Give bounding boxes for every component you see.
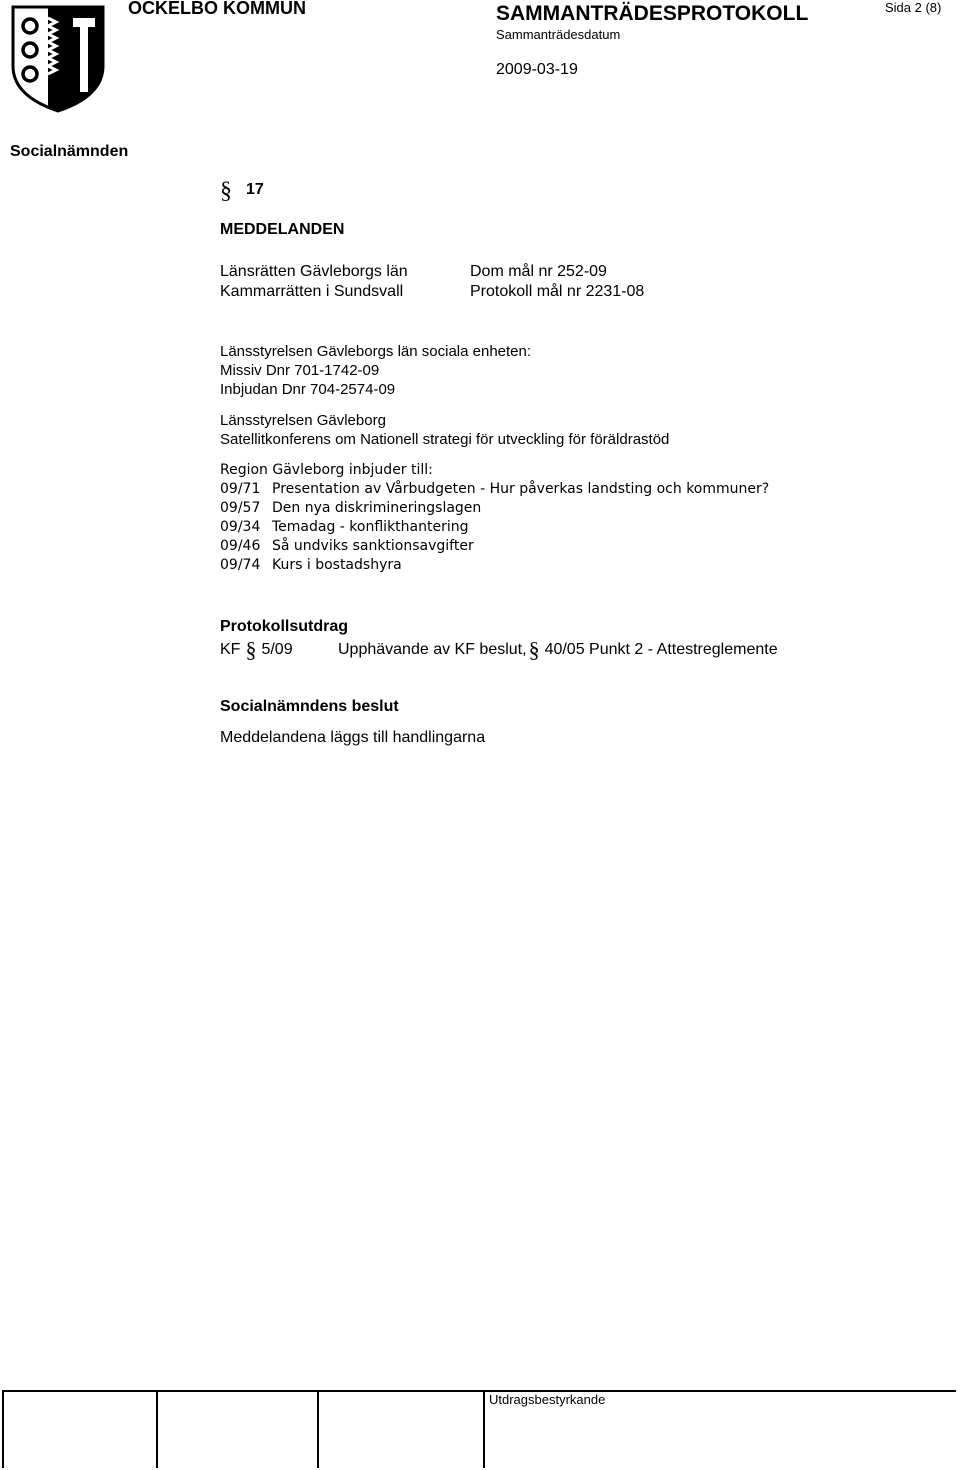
lansstyrelsen-line: Inbjudan Dnr 704-2574-09	[220, 381, 396, 398]
court-sender: Kammarrätten i Sundsvall	[220, 283, 404, 300]
court-sender: Länsrätten Gävleborgs län	[220, 263, 408, 280]
protokollsutdrag-text: Upphävande av KF beslut,§ 40/05 Punkt 2 - Attestreglemente	[338, 637, 778, 662]
meeting-date: 2009-03-19	[496, 61, 578, 78]
list-item	[220, 500, 481, 516]
list-item	[220, 519, 469, 535]
section-number-value: 17	[246, 181, 264, 198]
paragraph-sign: §	[528, 637, 540, 662]
committee-name: Socialnämnden	[10, 143, 129, 160]
item-code: 09/46	[220, 538, 261, 554]
protokollsutdrag-code	[220, 637, 293, 663]
section-title: MEDDELANDEN	[220, 221, 345, 238]
court-reference: Protokoll mål nr 2231-08	[470, 283, 645, 300]
item-code: 09/34	[220, 519, 261, 535]
municipality-name: OCKELBO KOMMUN	[128, 0, 306, 18]
footer-label: Utdragsbestyrkande	[489, 1392, 606, 1407]
kf-label: KF	[220, 641, 241, 658]
municipality-coat-of-arms	[10, 4, 106, 114]
list-item	[220, 481, 769, 497]
section-number	[220, 178, 264, 205]
item-text: Så undviks sanktionsavgifter	[272, 538, 474, 554]
region-title: Region Gävleborg inbjuder till:	[220, 462, 433, 478]
signature-table	[2, 1390, 956, 1468]
lansstyrelsen-line: Satellitkonferens om Nationell strategi för utveckling för föräldrastöd	[220, 431, 670, 448]
paragraph-sign: §	[245, 637, 257, 662]
list-item	[220, 557, 402, 573]
item-text: Temadag - konflikthantering	[272, 519, 469, 535]
decision-text: Meddelandena läggs till handlingarna	[220, 729, 486, 746]
item-text: Presentation av Vårbudgeten - Hur påverkas landsting och kommuner?	[272, 481, 770, 497]
item-text: Kurs i bostadshyra	[272, 557, 402, 573]
meeting-date-label: Sammanträdesdatum	[496, 27, 621, 42]
lansstyrelsen-title: Länsstyrelsen Gävleborgs län sociala enheten:	[220, 343, 532, 360]
list-item	[220, 538, 474, 554]
lansstyrelsen-title: Länsstyrelsen Gävleborg	[220, 412, 386, 429]
paragraph-sign: §	[220, 178, 232, 204]
page-number: Sida 2 (8)	[885, 0, 942, 15]
item-code: 09/74	[220, 557, 261, 573]
document-type: SAMMANTRÄDESPROTOKOLL	[496, 2, 809, 25]
decision-heading: Socialnämndens beslut	[220, 698, 399, 715]
court-reference: Dom mål nr 252-09	[470, 263, 607, 280]
lansstyrelsen-line: Missiv Dnr 701-1742-09	[220, 362, 380, 379]
item-text: Den nya diskrimineringslagen	[272, 500, 482, 516]
protokollsutdrag-heading: Protokollsutdrag	[220, 618, 349, 635]
item-code: 09/71	[220, 481, 261, 497]
kf-number: 5/09	[261, 641, 293, 658]
item-code: 09/57	[220, 500, 261, 516]
